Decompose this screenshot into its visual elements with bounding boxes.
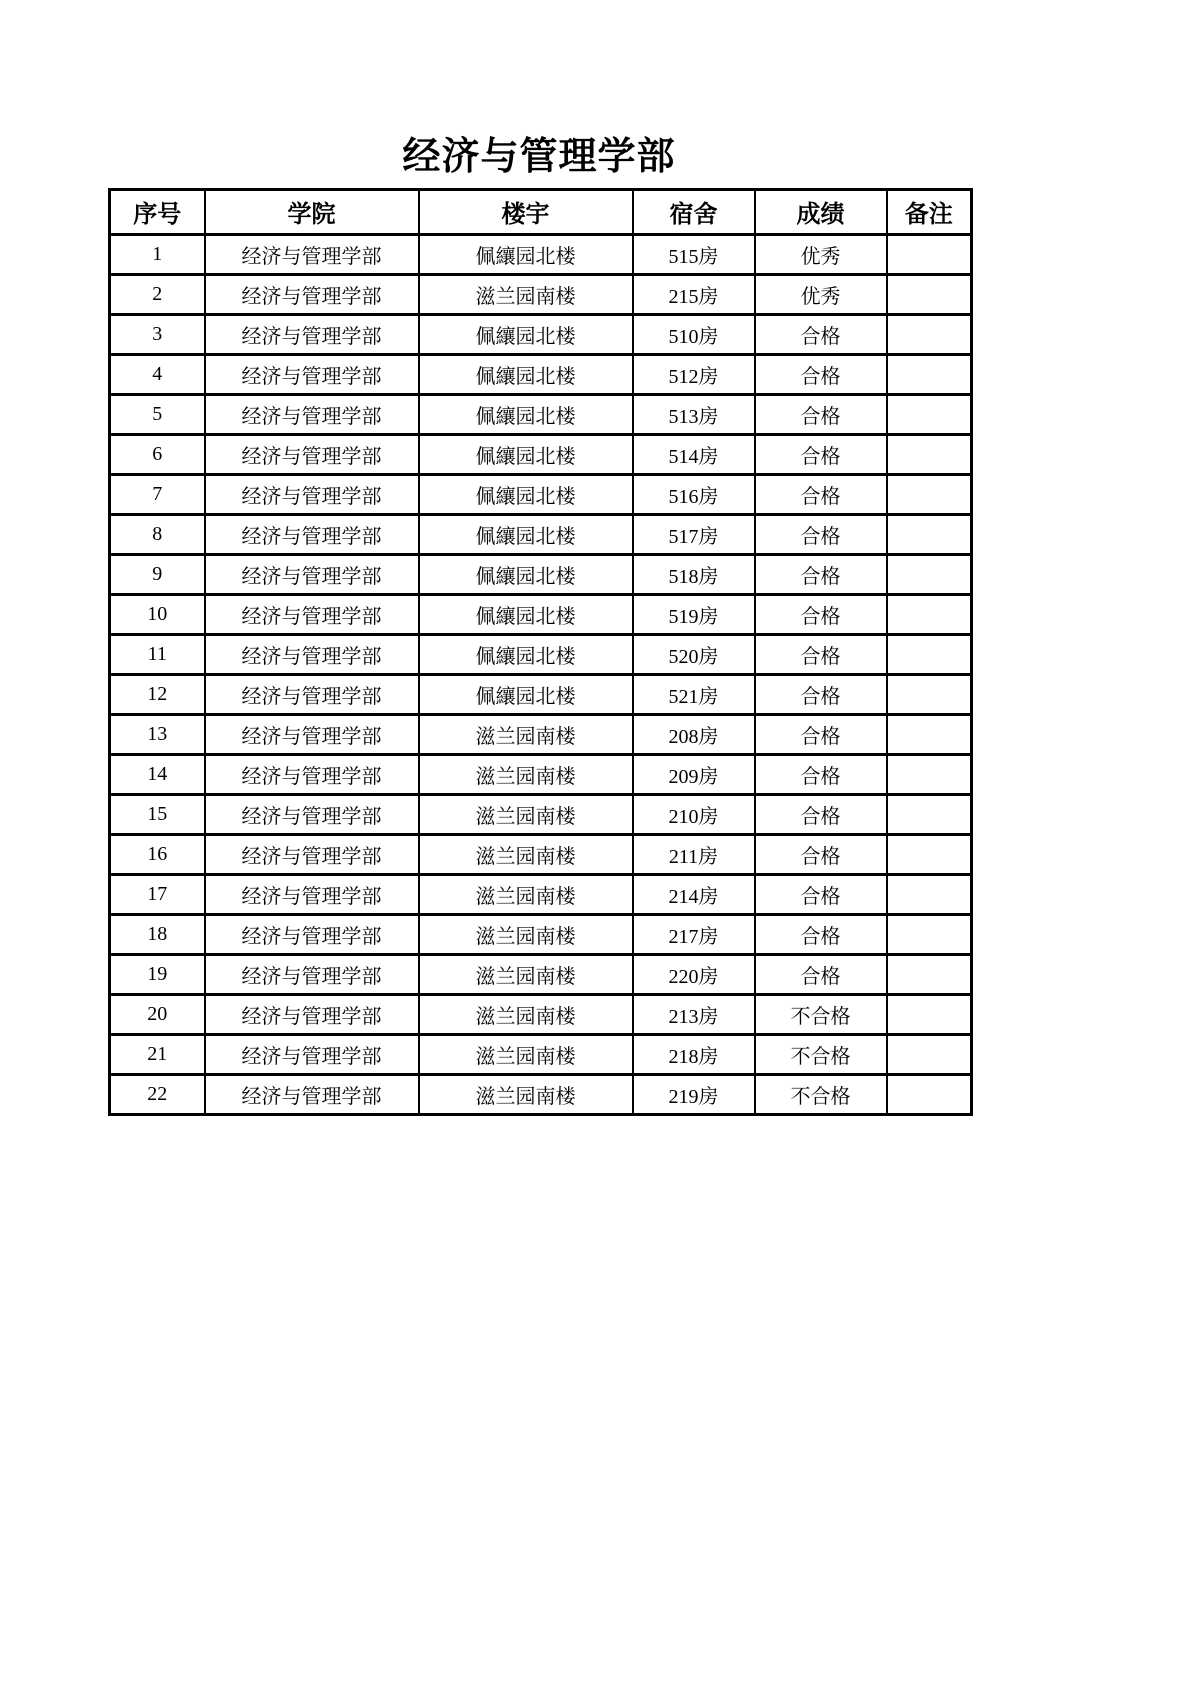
cell-index: 17 <box>110 874 205 914</box>
cell-room: 519房 <box>633 594 755 634</box>
cell-building: 佩纕园北楼 <box>419 634 633 674</box>
cell-room: 520房 <box>633 634 755 674</box>
cell-college: 经济与管理学部 <box>205 474 419 514</box>
cell-remarks <box>887 394 972 434</box>
cell-college: 经济与管理学部 <box>205 554 419 594</box>
table-row <box>110 954 972 994</box>
cell-index: 5 <box>110 394 205 434</box>
cell-score: 优秀 <box>755 274 887 314</box>
cell-college: 经济与管理学部 <box>205 434 419 474</box>
cell-index: 8 <box>110 514 205 554</box>
cell-remarks <box>887 274 972 314</box>
cell-remarks <box>887 514 972 554</box>
cell-building: 滋兰园南楼 <box>419 754 633 794</box>
table-row <box>110 634 972 674</box>
cell-room: 517房 <box>633 514 755 554</box>
table-header-row <box>110 189 972 234</box>
cell-score: 合格 <box>755 314 887 354</box>
table-row <box>110 594 972 634</box>
table-row <box>110 274 972 314</box>
cell-room: 515房 <box>633 234 755 274</box>
cell-score: 合格 <box>755 834 887 874</box>
cell-score: 合格 <box>755 514 887 554</box>
cell-room: 513房 <box>633 394 755 434</box>
cell-college: 经济与管理学部 <box>205 714 419 754</box>
table-row <box>110 834 972 874</box>
column-header-college: 学院 <box>205 189 419 234</box>
dormitory-score-table <box>108 188 973 1116</box>
cell-score: 合格 <box>755 434 887 474</box>
cell-college: 经济与管理学部 <box>205 594 419 634</box>
cell-score: 合格 <box>755 794 887 834</box>
cell-room: 218房 <box>633 1034 755 1074</box>
cell-building: 佩纕园北楼 <box>419 394 633 434</box>
cell-college: 经济与管理学部 <box>205 394 419 434</box>
cell-index: 3 <box>110 314 205 354</box>
cell-score: 合格 <box>755 394 887 434</box>
cell-remarks <box>887 1074 972 1114</box>
cell-building: 滋兰园南楼 <box>419 954 633 994</box>
table-row <box>110 354 972 394</box>
cell-building: 佩纕园北楼 <box>419 354 633 394</box>
cell-building: 滋兰园南楼 <box>419 1034 633 1074</box>
cell-index: 21 <box>110 1034 205 1074</box>
cell-index: 9 <box>110 554 205 594</box>
cell-building: 佩纕园北楼 <box>419 474 633 514</box>
cell-college: 经济与管理学部 <box>205 914 419 954</box>
cell-remarks <box>887 714 972 754</box>
document-page <box>108 0 970 1116</box>
cell-building: 滋兰园南楼 <box>419 914 633 954</box>
column-header-index: 序号 <box>110 189 205 234</box>
cell-room: 217房 <box>633 914 755 954</box>
table-row <box>110 674 972 714</box>
cell-index: 12 <box>110 674 205 714</box>
column-header-building: 楼宇 <box>419 189 633 234</box>
cell-index: 14 <box>110 754 205 794</box>
cell-remarks <box>887 754 972 794</box>
cell-college: 经济与管理学部 <box>205 754 419 794</box>
cell-building: 滋兰园南楼 <box>419 834 633 874</box>
table-row <box>110 234 972 274</box>
cell-index: 16 <box>110 834 205 874</box>
cell-room: 213房 <box>633 994 755 1034</box>
cell-building: 佩纕园北楼 <box>419 434 633 474</box>
table-row <box>110 474 972 514</box>
cell-index: 15 <box>110 794 205 834</box>
cell-score: 合格 <box>755 634 887 674</box>
cell-index: 18 <box>110 914 205 954</box>
cell-building: 滋兰园南楼 <box>419 1074 633 1114</box>
cell-room: 209房 <box>633 754 755 794</box>
cell-score: 合格 <box>755 354 887 394</box>
cell-score: 合格 <box>755 474 887 514</box>
table-row <box>110 1034 972 1074</box>
cell-room: 516房 <box>633 474 755 514</box>
table-row <box>110 874 972 914</box>
cell-remarks <box>887 674 972 714</box>
cell-college: 经济与管理学部 <box>205 634 419 674</box>
cell-building: 滋兰园南楼 <box>419 994 633 1034</box>
table-row <box>110 554 972 594</box>
table-row <box>110 754 972 794</box>
column-header-remarks: 备注 <box>887 189 972 234</box>
table-row <box>110 314 972 354</box>
cell-college: 经济与管理学部 <box>205 354 419 394</box>
cell-remarks <box>887 954 972 994</box>
cell-score: 不合格 <box>755 994 887 1034</box>
cell-room: 220房 <box>633 954 755 994</box>
cell-remarks <box>887 234 972 274</box>
cell-remarks <box>887 994 972 1034</box>
cell-remarks <box>887 314 972 354</box>
cell-room: 215房 <box>633 274 755 314</box>
cell-college: 经济与管理学部 <box>205 514 419 554</box>
cell-remarks <box>887 874 972 914</box>
cell-building: 佩纕园北楼 <box>419 674 633 714</box>
cell-room: 219房 <box>633 1074 755 1114</box>
column-header-score: 成绩 <box>755 189 887 234</box>
table-row <box>110 794 972 834</box>
cell-score: 优秀 <box>755 234 887 274</box>
cell-room: 514房 <box>633 434 755 474</box>
table-row <box>110 514 972 554</box>
cell-remarks <box>887 594 972 634</box>
cell-building: 滋兰园南楼 <box>419 874 633 914</box>
cell-college: 经济与管理学部 <box>205 1034 419 1074</box>
cell-building: 佩纕园北楼 <box>419 514 633 554</box>
cell-score: 合格 <box>755 714 887 754</box>
cell-building: 滋兰园南楼 <box>419 794 633 834</box>
cell-room: 214房 <box>633 874 755 914</box>
table-row <box>110 994 972 1034</box>
table-row <box>110 714 972 754</box>
cell-building: 佩纕园北楼 <box>419 314 633 354</box>
cell-room: 521房 <box>633 674 755 714</box>
cell-college: 经济与管理学部 <box>205 314 419 354</box>
table-row <box>110 394 972 434</box>
cell-index: 22 <box>110 1074 205 1114</box>
cell-college: 经济与管理学部 <box>205 834 419 874</box>
cell-college: 经济与管理学部 <box>205 274 419 314</box>
cell-college: 经济与管理学部 <box>205 1074 419 1114</box>
page-title: 经济与管理学部 <box>402 136 676 178</box>
cell-building: 佩纕园北楼 <box>419 594 633 634</box>
cell-college: 经济与管理学部 <box>205 994 419 1034</box>
cell-score: 合格 <box>755 754 887 794</box>
cell-score: 合格 <box>755 874 887 914</box>
cell-college: 经济与管理学部 <box>205 234 419 274</box>
cell-score: 合格 <box>755 954 887 994</box>
cell-college: 经济与管理学部 <box>205 674 419 714</box>
cell-index: 20 <box>110 994 205 1034</box>
cell-index: 11 <box>110 634 205 674</box>
cell-room: 210房 <box>633 794 755 834</box>
cell-score: 不合格 <box>755 1034 887 1074</box>
cell-remarks <box>887 834 972 874</box>
cell-index: 10 <box>110 594 205 634</box>
cell-index: 19 <box>110 954 205 994</box>
cell-college: 经济与管理学部 <box>205 954 419 994</box>
cell-remarks <box>887 914 972 954</box>
cell-remarks <box>887 1034 972 1074</box>
cell-room: 518房 <box>633 554 755 594</box>
cell-remarks <box>887 434 972 474</box>
cell-building: 滋兰园南楼 <box>419 274 633 314</box>
table-row <box>110 434 972 474</box>
cell-index: 6 <box>110 434 205 474</box>
cell-score: 合格 <box>755 594 887 634</box>
cell-room: 208房 <box>633 714 755 754</box>
cell-remarks <box>887 474 972 514</box>
cell-score: 合格 <box>755 554 887 594</box>
cell-building: 滋兰园南楼 <box>419 714 633 754</box>
cell-index: 1 <box>110 234 205 274</box>
cell-index: 13 <box>110 714 205 754</box>
cell-college: 经济与管理学部 <box>205 794 419 834</box>
cell-room: 211房 <box>633 834 755 874</box>
table-row <box>110 914 972 954</box>
cell-index: 2 <box>110 274 205 314</box>
cell-college: 经济与管理学部 <box>205 874 419 914</box>
cell-score: 合格 <box>755 674 887 714</box>
column-header-room: 宿舍 <box>633 189 755 234</box>
cell-building: 佩纕园北楼 <box>419 554 633 594</box>
cell-room: 512房 <box>633 354 755 394</box>
table-row <box>110 1074 972 1114</box>
cell-score: 不合格 <box>755 1074 887 1114</box>
cell-index: 7 <box>110 474 205 514</box>
cell-score: 合格 <box>755 914 887 954</box>
cell-remarks <box>887 794 972 834</box>
cell-building: 佩纕园北楼 <box>419 234 633 274</box>
cell-remarks <box>887 554 972 594</box>
cell-index: 4 <box>110 354 205 394</box>
cell-remarks <box>887 634 972 674</box>
cell-remarks <box>887 354 972 394</box>
cell-room: 510房 <box>633 314 755 354</box>
table-body <box>110 234 972 1114</box>
